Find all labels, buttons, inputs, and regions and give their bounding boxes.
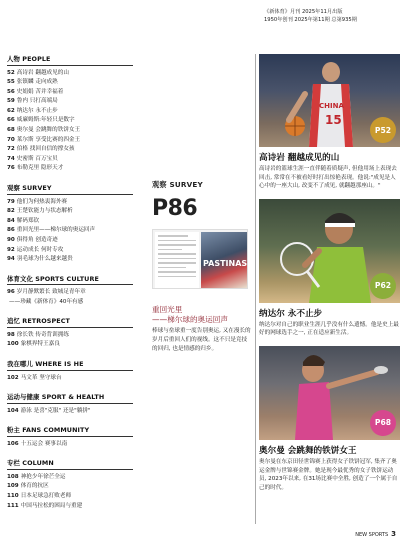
toc-entry-title: 史娟娟 苦并幸福着 [16, 88, 64, 95]
toc-entry[interactable] [7, 374, 133, 384]
toc-section [7, 359, 133, 383]
story-title: 纳达尔 永不止步 [259, 308, 323, 319]
toc-entry[interactable] [7, 482, 133, 492]
feature-description: 棒球与垒球重一度告别奥运, 又在漫长的岁月后重回人们的视线。这不只是竞技的回归, 也是情感的归乡。 [152, 328, 251, 352]
toc-entry-title: 他们为何热衷海外赛 [16, 198, 68, 205]
toc-entry[interactable] [7, 492, 133, 502]
toc-section-title: 专栏 COLUMN [7, 458, 133, 470]
toc-entry-page: 98 [7, 331, 15, 338]
story-summary: 奥尔曼在东京田径世锦赛上获得女子铁饼冠军, 集齐了奥运金牌与世锦赛金牌。她是现今最优秀的女子铁饼运动员, 2023年以来, 在31场比赛中全胜, 创造了一个属于自己的时代。 [259, 458, 398, 491]
toc-entry-title: 羽毛球为什么越来越贵 [16, 256, 73, 263]
toc-entry-title: 重回光里——梯尔球的奥运回声 [16, 227, 96, 234]
toc-entry-title: 布勒克里 隐形天才 [16, 165, 64, 172]
toc-entry-page: 84 [7, 217, 15, 224]
toc-entry[interactable] [7, 288, 133, 298]
story-column [259, 54, 400, 500]
toc-entry-page: 72 [7, 146, 15, 153]
table-of-contents [7, 54, 133, 520]
feature-section-label: 观察 SURVEY [152, 180, 203, 189]
toc-entry-page: 106 [7, 440, 19, 447]
story-title: 奥尔曼 会跳舞的铁饼女王 [259, 445, 357, 456]
toc-entry-page: 104 [7, 407, 19, 414]
toc-section [7, 458, 133, 511]
feature-headline-main: 重回光里 [152, 305, 183, 314]
jersey-number: 15 [325, 113, 342, 127]
story-title: 高诗岩 翻越成见的山 [259, 153, 340, 163]
footer-brand: NEW SPORTS [355, 532, 389, 538]
toc-entry[interactable] [7, 473, 133, 483]
toc-section [7, 183, 133, 265]
toc-entry[interactable] [7, 126, 133, 136]
toc-entry-title: 体育的抗区 [20, 483, 49, 490]
toc-section-title: 人物 PEOPLE [7, 54, 133, 66]
toc-entry-title: 运动成长 何时专攻 [16, 246, 64, 253]
toc-entry-page: 86 [7, 227, 15, 234]
toc-entry-title: 高诗岩 翻越成见的山 [16, 69, 69, 76]
toc-entry-page: 56 [7, 88, 15, 95]
toc-entry[interactable] [7, 145, 133, 155]
story-card[interactable] [259, 199, 400, 338]
toc-entry[interactable] [7, 440, 133, 450]
toc-entry-page: 74 [7, 155, 15, 162]
footer-page-number: 3 [391, 530, 396, 538]
toc-entry-title: 张镇麟 走向成熟 [16, 79, 58, 86]
toc-entry-title: 十五运会 赛事以南 [20, 440, 68, 447]
toc-entry[interactable] [7, 198, 133, 208]
toc-entry-title: ——珍藏《新体育》40年有感 [9, 298, 84, 305]
spread-left-page [155, 232, 199, 288]
toc-entry[interactable] [7, 88, 133, 98]
toc-entry-page: 109 [7, 483, 19, 490]
story-photo-discus [259, 346, 400, 440]
toc-entry[interactable] [7, 207, 133, 217]
toc-entry-title: 象棋界特王嘉良 [20, 341, 60, 348]
toc-entry-title: 奥尔曼 会跳舞的铁饼女王 [16, 127, 81, 134]
toc-entry-page: 90 [7, 236, 15, 243]
story-photo-basketball [259, 54, 400, 147]
toc-entry-page: 108 [7, 473, 19, 480]
story-photo-tennis [259, 199, 400, 303]
page-footer [355, 530, 396, 538]
toc-entry-page: 59 [7, 98, 15, 105]
toc-entry-title: 威廉姆斯:年轻只是数字 [16, 117, 75, 124]
toc-entry-title: 史密斯 百万宝贝 [16, 155, 58, 162]
toc-entry-title: 纳达尔 永不止步 [16, 107, 58, 114]
toc-entry[interactable] [7, 97, 133, 107]
page-badge: P62 [370, 273, 396, 299]
toc-entry-page: 94 [7, 256, 15, 263]
toc-entry-title: 解码郑钦 [16, 217, 40, 224]
toc-entry-page: 52 [7, 69, 15, 76]
toc-entry-title: 鲁内 只打高端局 [16, 98, 58, 105]
toc-section-title: 追忆 RETROSPECT [7, 316, 133, 328]
toc-section [7, 425, 133, 449]
toc-entry[interactable] [7, 78, 133, 88]
magazine-spread-image [152, 229, 248, 289]
toc-entry[interactable] [7, 226, 133, 236]
story-summary: 高诗岩的篮球生涯一直伴随着质疑声, 但他用场上表现去回击, 常常在不被看好时打出惊艳表现。他说:"成见是人心中的一座大山, 改变不了成见, 就翻越那座山。" [259, 166, 397, 190]
toc-entry-page: 82 [7, 208, 15, 215]
story-card[interactable] [259, 54, 400, 191]
toc-entry-page: 76 [7, 165, 15, 172]
header-issue-line: 《新体育》月刊 2025年11月出版 [264, 9, 343, 15]
toc-entry[interactable] [7, 136, 133, 146]
toc-entry-title: 日本足球急打败老师 [20, 493, 72, 500]
page-badge: P68 [370, 410, 396, 436]
story-summary: 纳达尔对自己的职业生涯几乎没有什么遗憾。他是史上最好的网球选手之一, 正在适应新生活。 [259, 321, 399, 337]
toc-entry[interactable] [7, 164, 133, 174]
toc-entry[interactable] [7, 298, 133, 308]
toc-entry[interactable] [7, 331, 133, 341]
feature-headline [152, 305, 252, 325]
toc-section [7, 392, 133, 416]
toc-section-title: 运动与健康 SPORT & HEALTH [7, 392, 133, 404]
toc-entry-title: 神抢少年徐芒全运 [20, 473, 66, 480]
toc-entry-title: 莱尔斯 享受比赛的四金王 [16, 136, 81, 143]
toc-entry[interactable] [7, 407, 133, 417]
toc-entry-page: 102 [7, 374, 19, 381]
toc-section [7, 316, 133, 350]
middle-feature [152, 180, 252, 354]
toc-entry-page: 68 [7, 127, 15, 134]
header-founded-line: 1950年创刊 2025年第11期 总第935期 [264, 17, 357, 23]
toc-entry-title: 俱得角 创造奇迹 [16, 236, 58, 243]
story-card[interactable] [259, 346, 400, 492]
toc-entry[interactable] [7, 69, 133, 79]
toc-entry[interactable] [7, 107, 133, 117]
toc-entry-title: 徐长铁 传奇背训拥练 [16, 331, 69, 338]
toc-entry[interactable] [7, 340, 133, 350]
toc-entry-page: 111 [7, 502, 19, 509]
toc-entry-page: 66 [7, 117, 15, 124]
toc-section-title: 粉主 FANS COMMUNITY [7, 425, 133, 437]
toc-section-title: 观察 SURVEY [7, 183, 133, 195]
toc-entry-page: 62 [7, 107, 15, 114]
toc-entry[interactable] [7, 255, 133, 265]
toc-entry-title: 王楚钦能力与状态解析 [16, 208, 73, 215]
toc-entry-page: 110 [7, 493, 19, 500]
jersey-text: CHINA [319, 102, 344, 110]
toc-section [7, 274, 133, 308]
spread-right-page [201, 232, 247, 288]
toc-entry-page: 96 [7, 289, 15, 296]
toc-entry[interactable] [7, 502, 133, 512]
toc-entry-title: 游泳 是喜"克服" 还是"躺拼" [20, 407, 91, 414]
toc-entry-page: 79 [7, 198, 15, 205]
toc-entry-title: 伯格 找回自信的撑女孩 [16, 146, 75, 153]
toc-entry-page: 70 [7, 136, 15, 143]
toc-entry-page: 100 [7, 341, 19, 348]
column-divider [255, 54, 256, 524]
toc-section [7, 54, 133, 174]
toc-entry[interactable] [7, 155, 133, 165]
toc-entry-page: 92 [7, 246, 15, 253]
toc-section-title: 体育文化 SPORTS CULTURE [7, 274, 133, 286]
toc-entry[interactable] [7, 236, 133, 246]
toc-entry-page: 55 [7, 79, 15, 86]
toc-entry-title: 马文革 坚守球台 [20, 374, 62, 381]
toc-entry[interactable] [7, 246, 133, 256]
feature-page-number: P86 [152, 196, 198, 221]
toc-entry[interactable] [7, 217, 133, 227]
toc-entry-title: 岁月静默繁长 致城足青年章 [16, 289, 86, 296]
header-info [264, 8, 394, 24]
toc-entry-title: 中国马拉松的困局与重建 [20, 502, 83, 509]
toc-section-title: 我在哪儿 WHERE IS HE [7, 359, 133, 371]
feature-headline-sub: ——梯尔球的奥运回声 [152, 315, 228, 324]
toc-entry[interactable] [7, 116, 133, 126]
page-badge: P52 [370, 117, 396, 143]
spread-title-text: PASTINAS [203, 259, 247, 268]
